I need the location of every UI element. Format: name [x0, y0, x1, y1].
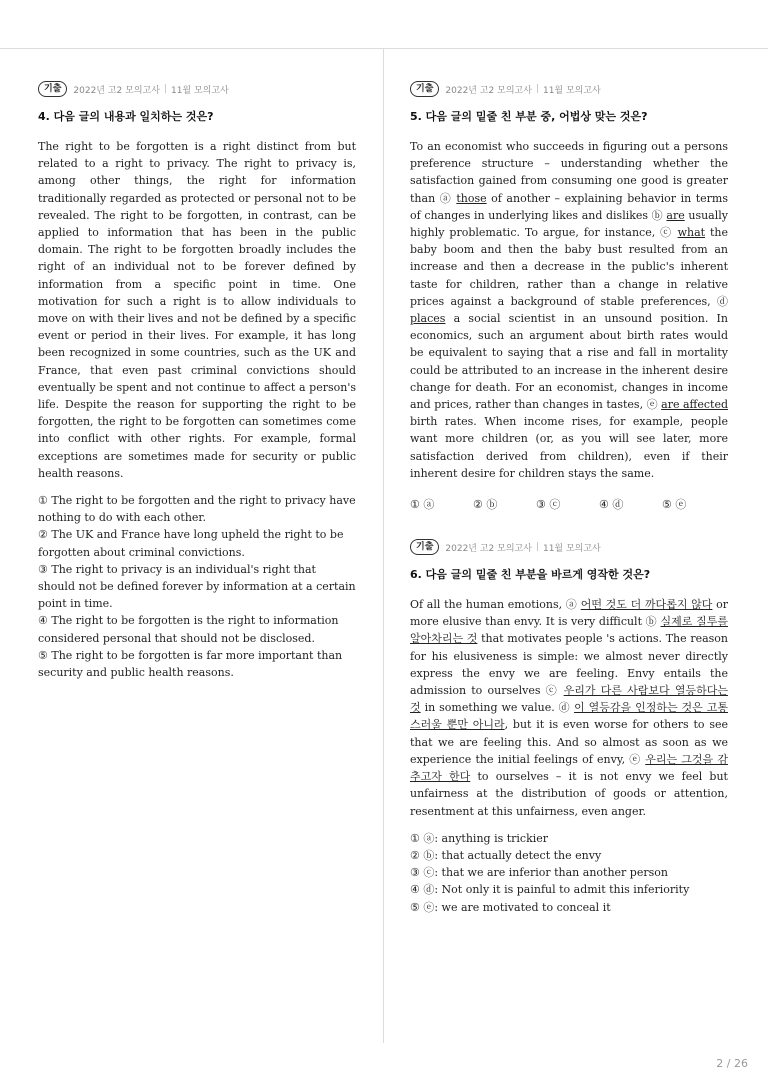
option-1: ① ⓐ: anything is trickier [410, 831, 549, 845]
question-5-passage [410, 138, 728, 482]
question-4-options [38, 492, 356, 681]
passage-text: birth rates. When income rises, for example, people want more children (or, as you will see later, more satisfaction derived from children), even if their inherent desire for children stays the same. [410, 415, 728, 480]
passage-text: a social scientist in an unsound position. In economics, such an argument about birth rates would be equivalent to saying that a rise and fall in mortality could be attributed to an increase in the inherent desire change for death. For an economist, changes in income and prices, rather than changes in tastes, ⓔ [410, 312, 728, 412]
column-divider [383, 49, 384, 1043]
option-3: ③ ⓒ: that we are inferior than another person [410, 866, 668, 880]
passage-text: To an economist who succeeds in figuring out a persons preference structure – understanding whether the satisfaction gained from consuming one good is greater than ⓐ [410, 140, 728, 205]
underlined-a: those [456, 191, 487, 205]
underlined-b: are [666, 208, 685, 222]
passage-text: Of all the human emotions, ⓐ [410, 598, 581, 612]
separator: | [163, 84, 167, 94]
option-5: ⑤ ⓔ: we are motivated to conceal it [410, 900, 611, 914]
passage-text: to ourselves – it is not envy we feel but unfairness at the distribution of goods or attention, resentment at this unfairness, even anger. [410, 770, 728, 818]
source-line [38, 80, 356, 98]
option-4: ④ ⓓ [599, 498, 624, 512]
underlined-e: 우리는 그것을 감추고자 한다 [410, 752, 728, 784]
underlined-d: 이 열등감을 인정하는 것은 고통스러울 뿐만 아니라 [410, 701, 728, 732]
exam-year: 2022년 고2 모의고사 [445, 543, 532, 554]
source-line [410, 80, 728, 98]
question-5-title: 5. 다음 글의 밑줄 친 부분 중, 어법상 맞는 것은? [410, 110, 648, 123]
passage-text: in something we value. ⓓ [420, 701, 575, 715]
question-6-options [410, 830, 728, 916]
past-exam-badge: 기출 [38, 81, 67, 97]
underlined-c: what [677, 226, 706, 240]
right-column [410, 80, 728, 916]
underlined-a: 어떤 것도 더 까다롭지 않다 [580, 598, 713, 612]
question-4-passage: The right to be forgotten is a right distinct from but related to a right to privacy. The right to privacy is, among other things, the right for information traditionally regarded as protected or personal not to be revealed. The right to be forgotten, in contrast, can be applied to information that has been in the public domain. The right to be forgotten broadly includes the right of an individual not to be forever defined by information from a specific point in time. One motivation for such a right is to allow individuals to move on with their lives and not be defined by a specific event or period in their lives. For example, it has long been recognized in some countries, such as the UK and France, that even past criminal convictions should eventually be spent and not continue to affect a person's life. Despite the reason for supporting the right to be forgotten, the right to be forgotten can sometimes come into conflict with other rights. For example, formal exceptions are sometimes made for security or public health reasons. [38, 140, 356, 480]
underlined-e: are affected [661, 398, 729, 412]
option-2: ② ⓑ [473, 498, 498, 512]
separator: | [535, 84, 539, 94]
passage-text: the baby boom and then the baby bust resulted from an increase and then a decrease in the public's inherent taste for children, rather than a change in relative prices against a background of stable preferences, ⓓ [410, 226, 729, 308]
option-2: ② The UK and France have long upheld the right to be forgotten about criminal convictions. [38, 528, 344, 559]
past-exam-badge: 기출 [410, 81, 439, 97]
option-4: ④ ⓓ: Not only it is painful to admit this inferiority [410, 883, 690, 897]
question-4-title: 4. 다음 글의 내용과 일치하는 것은? [38, 110, 214, 123]
question-5-options [410, 496, 728, 512]
option-5: ⑤ ⓔ [662, 498, 687, 512]
exam-month: 11월 모의고사 [542, 543, 601, 554]
question-6-passage [410, 596, 728, 820]
underlined-c: 우리가 다른 사람보다 열등하다는 것 [410, 684, 728, 715]
option-1: ① ⓐ [410, 498, 435, 512]
passage-text: usually highly problematic. To argue, for instance, ⓒ [410, 208, 728, 240]
option-1: ① The right to be forgotten and the right to privacy have nothing to do with each other. [38, 494, 356, 525]
option-5: ⑤ The right to be forgotten is far more important than security and public health reasons. [38, 648, 343, 680]
option-3: ③ The right to privacy is an individual's right that should not be defined forever by information at a certain point in time. [38, 562, 356, 611]
passage-text: or more elusive than envy. It is very difficult ⓑ [410, 598, 728, 629]
separator: | [535, 542, 539, 553]
exam-year: 2022년 고2 모의고사 [73, 85, 160, 96]
exam-month: 11월 모의고사 [170, 85, 229, 96]
option-3: ③ ⓒ [536, 498, 561, 512]
option-2: ② ⓑ: that actually detect the envy [410, 848, 602, 862]
header-rule [0, 48, 768, 49]
passage-text: of another – explaining behavior in terms of changes in underlying likes and dislikes ⓑ [410, 191, 729, 222]
option-4: ④ The right to be forgotten is the right to information considered personal that should not be disclosed. [38, 614, 339, 645]
underlined-b: 실제로 질투를 알아차리는 것 [410, 615, 728, 646]
past-exam-badge: 기출 [410, 539, 439, 555]
exam-year: 2022년 고2 모의고사 [445, 85, 532, 96]
source-line [410, 538, 728, 556]
passage-text: , but it is even worse for others to see that we are feeling this. And so almost as soon as we experience the initial feelings of envy, ⓔ [410, 718, 728, 766]
question-6-title: 6. 다음 글의 밑줄 친 부분을 바르게 영작한 것은? [410, 568, 651, 582]
left-column [38, 80, 356, 681]
underlined-d: places [410, 312, 446, 326]
passage-text: that motivates people 's actions. The reason for his elusiveness is simple: we almost never directly express the envy we are feeling. Envy entails the admission to ourselves ⓒ [410, 632, 728, 698]
exam-month: 11월 모의고사 [542, 85, 601, 96]
page-number: 2 / 26 [716, 1057, 748, 1070]
